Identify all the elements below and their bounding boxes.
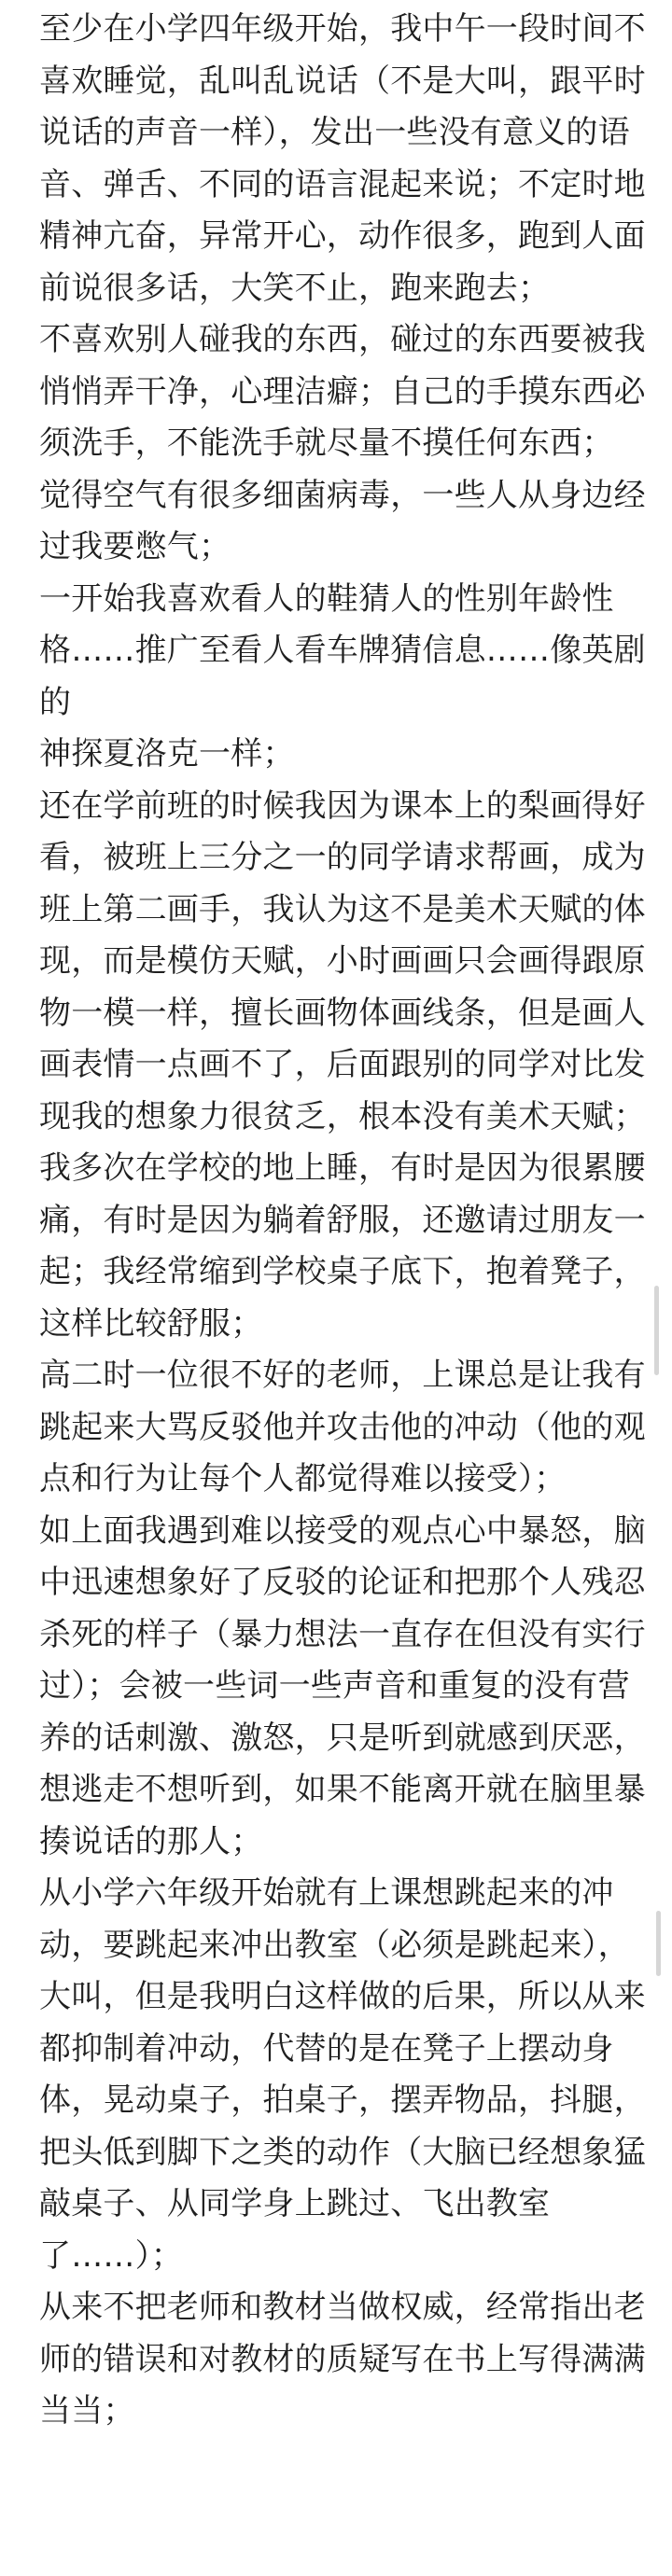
text-line: 我多次在学校的地上睡，有时是因为很累腰: [39, 1149, 646, 1187]
text-line: 敲桌子、从同学身上跳过、飞出教室: [39, 2185, 551, 2222]
text-line: 养的话刺激、激怒，只是听到就感到厌恶，: [39, 1719, 646, 1757]
text-line: 痛，有时是因为躺着舒服，还邀请过朋友一: [39, 1201, 646, 1239]
text-line: 觉得空气有很多细菌病毒，一些人从身边经: [39, 476, 646, 514]
text-line: 须洗手，不能洗手就尽量不摸任何东西；: [39, 425, 614, 462]
text-line: 起；我经常缩到学校桌子底下，抱着凳子，: [39, 1253, 646, 1290]
text-line: 揍说话的那人；: [39, 1822, 263, 1860]
text-line: 格……推广至看人看车牌猜信息……像英剧的: [39, 632, 646, 721]
text-line: 点和行为让每个人都觉得难以接受）；: [39, 1460, 567, 1497]
text-line: 跳起来大骂反驳他并攻击他的冲动（他的观: [39, 1408, 646, 1446]
text-line: 现我的想象力很贫乏，根本没有美术天赋；: [39, 1097, 646, 1135]
text-line: 都抑制着冲动，代替的是在凳子上摆动身: [39, 2029, 614, 2068]
text-line: 现，而是模仿天赋，小时画画只会画得跟原: [39, 942, 646, 980]
text-line: 如上面我遇到难以接受的观点心中暴怒，脑: [39, 1511, 646, 1550]
text-line: 至少在小学四年级开始，我中午一段时间不: [39, 10, 646, 48]
text-line: 高二时一位很不好的老师，上课总是让我有: [39, 1357, 646, 1394]
text-line: 看，被班上三分之一的同学请求帮画，成为: [39, 839, 646, 876]
text-line: 说话的声音一样），发出一些没有意义的语: [39, 114, 630, 151]
text-line: 把头低到脚下之类的动作（大脑已经想象猛: [39, 2133, 646, 2171]
text-line: 音、弹舌、不同的语言混起来说；不定时地: [39, 165, 646, 203]
text-line: 中迅速想象好了反驳的论证和把那个人残忍: [39, 1564, 646, 1601]
text-line: 体，晃动桌子，拍桌子，摆弄物品，抖腿，: [39, 2082, 646, 2119]
text-line: 精神亢奋，异常开心，动作很多，跑到人面: [39, 217, 646, 255]
text-line: 过我要憋气；: [39, 528, 231, 565]
scrollbar-thumb[interactable]: [656, 1911, 661, 1976]
text-line: 神探夏洛克一样；: [39, 735, 295, 773]
text-line: 从来不把老师和教材当做权威，经常指出老: [39, 2289, 646, 2326]
text-line: 班上第二画手，我认为这不是美术天赋的体: [39, 890, 646, 928]
text-line: 还在学前班的时候我因为课本上的梨画得好: [39, 787, 646, 825]
text-line: 喜欢睡觉，乱叫乱说话（不是大叫，跟平时: [39, 62, 646, 100]
text-line: 大叫，但是我明白这样做的后果，所以从来: [39, 1978, 646, 2015]
scrollbar-thumb[interactable]: [654, 1286, 659, 1375]
text-line: 杀死的样子（暴力想法一直存在但没有实行: [39, 1615, 646, 1653]
text-line: 这样比较舒服；: [39, 1304, 263, 1343]
text-line: 悄悄弄干净，心理洁癖；自己的手摸东西必: [39, 372, 646, 411]
text-line: 师的错误和对教材的质疑写在书上写得满满: [39, 2340, 646, 2378]
text-line: 一开始我喜欢看人的鞋猜人的性别年龄性: [39, 579, 614, 618]
text-line: 想逃走不想听到，如果不能离开就在脑里暴: [39, 1771, 646, 1808]
text-line: 当当；: [39, 2392, 135, 2430]
text-line: 从小学六年级开始就有上课想跳起来的冲: [39, 1874, 614, 1912]
text-line: 了……）；: [39, 2236, 183, 2275]
text-line: 动，要跳起来冲出教室（必须是跳起来），: [39, 1926, 630, 1964]
text-line: 前说很多话，大笑不止，跑来跑去；: [39, 269, 551, 307]
text-line: 物一模一样，擅长画物体画线条，但是画人: [39, 994, 646, 1032]
text-line: 不喜欢别人碰我的东西，碰过的东西要被我: [39, 321, 646, 358]
text-line: 画表情一点画不了，后面跟别的同学对比发: [39, 1046, 646, 1083]
text-line: 过）；会被一些词一些声音和重复的没有营: [39, 1667, 630, 1705]
